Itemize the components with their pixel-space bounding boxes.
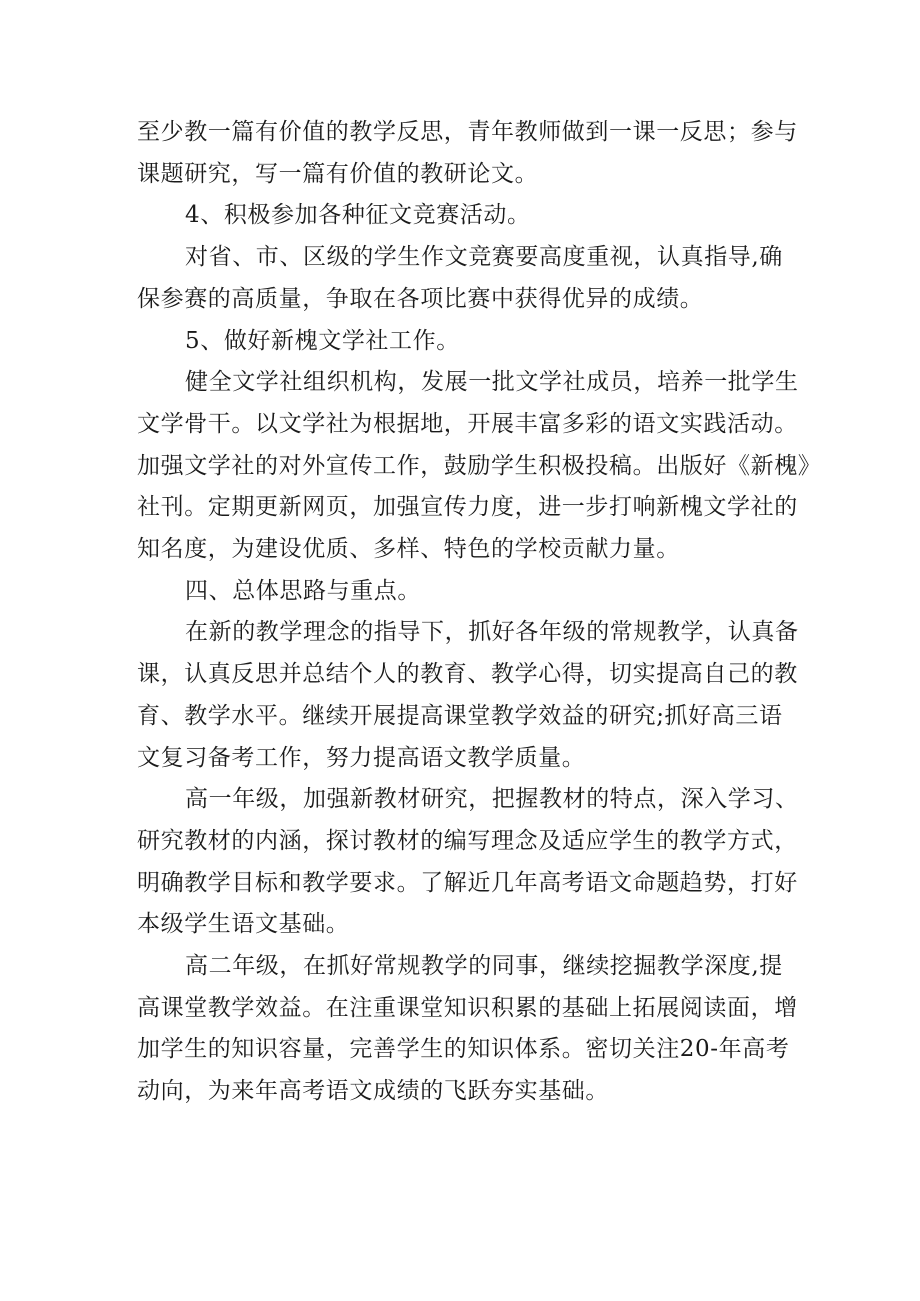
text-line: 课，认真反思并总结个人的教育、教学心得，切实提高自己的教 — [137, 661, 798, 688]
text-line: 至少教一篇有价值的教学反思，青年教师做到一课一反思；参与 — [137, 119, 798, 145]
text-line: 5、做好新槐文学社工作。 — [185, 327, 460, 354]
text-line: 课题研究，写一篇有价值的教研论文。 — [137, 160, 539, 187]
paragraph — [137, 321, 787, 363]
text-line: 保参赛的高质量，争取在各项比赛中获得优异的成绩。 — [137, 285, 704, 312]
text-line: 加学生的知识容量，完善学生的知识体系。密切关注20-年高考 — [137, 1036, 790, 1063]
text-line: 文学骨干。以文学社为根据地，开展丰富多彩的语文实践活动。 — [137, 410, 798, 437]
text-line: 对省、市、区级的学生作文竞赛要高度重视，认真指导,确 — [185, 244, 783, 271]
text-line: 高一年级，加强新教材研究，把握教材的特点，深入学习、 — [185, 786, 799, 813]
text-line: 加强文学社的对外宣传工作，鼓励学生积极投稿。出版好《新槐》 — [137, 452, 822, 479]
paragraph — [137, 779, 799, 946]
text-line: 高二年级，在抓好常规教学的同事，继续挖掘教学深度,提 — [185, 953, 783, 980]
text-line: 育、教学水平。继续开展提高课堂教学效益的研究;抓好高三语 — [137, 702, 783, 729]
text-line: 在新的教学理念的指导下，抓好各年级的常规教学，认真备 — [185, 619, 799, 646]
paragraph — [137, 237, 787, 320]
paragraph — [137, 571, 787, 613]
text-line: 知名度，为建设优质、多样、特色的学校贡献力量。 — [137, 536, 680, 563]
text-line: 研究教材的内涵，探讨教材的编写理念及适应学生的教学方式， — [137, 827, 798, 854]
text-line: 文复习备考工作，努力提高语文教学质量。 — [137, 744, 586, 771]
text-line: 明确教学目标和教学要求。了解近几年高考语文命题趋势，打好 — [137, 869, 798, 896]
text-line: 四、总体思路与重点。 — [185, 577, 421, 604]
paragraph — [137, 612, 799, 779]
text-line: 高课堂教学效益。在注重课堂知识积累的基础上拓展阅读面，增 — [137, 994, 798, 1021]
paragraph — [137, 195, 787, 237]
paragraph — [137, 362, 822, 571]
text-line: 健全文学社组织机构，发展一批文学社成员，培养一批学生 — [185, 369, 799, 396]
text-line: 社刊。定期更新网页，加强宣传力度，进一步打响新槐文学社的 — [137, 494, 798, 521]
text-line: 4、积极参加各种征文竞赛活动。 — [185, 202, 531, 229]
text-line: 本级学生语文基础。 — [137, 911, 350, 938]
paragraph — [137, 112, 798, 195]
text-line: 动向，为来年高考语文成绩的飞跃夯实基础。 — [137, 1078, 609, 1105]
paragraph — [137, 946, 798, 1113]
document-body — [137, 112, 822, 1113]
